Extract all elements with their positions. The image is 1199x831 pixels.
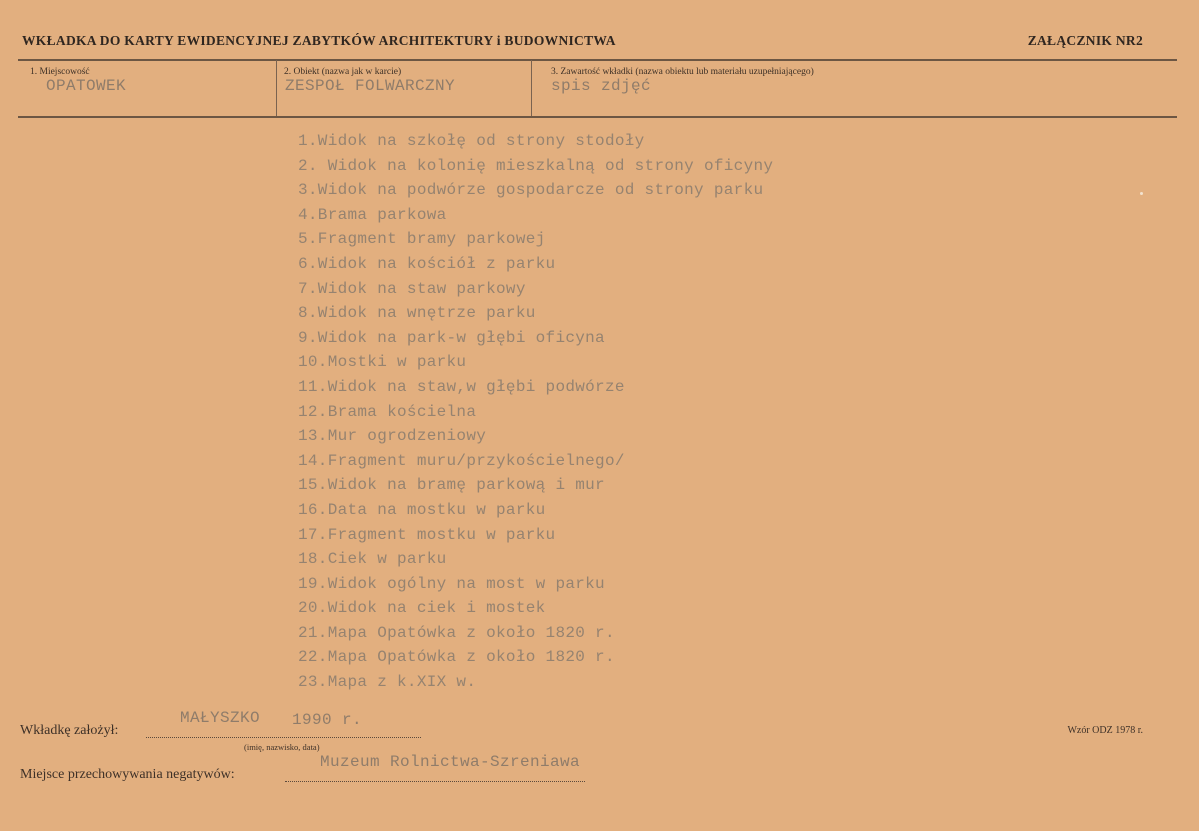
list-item: 21.Mapa Opatówka z około 1820 r. — [298, 623, 615, 642]
form-title: WKŁADKA DO KARTY EWIDENCYJNEJ ZABYTKÓW ARCHITEKTURY i BUDOWNICTWA — [22, 33, 616, 48]
list-item: 6.Widok na kościół z parku — [298, 254, 556, 273]
appendix-number: ZAŁĄCZNIK NR2 — [1027, 33, 1143, 48]
list-item: 12.Brama kościelna — [298, 402, 477, 421]
negatives-dotted-line — [285, 781, 585, 782]
form-code: Wzór ODZ 1978 r. — [1067, 725, 1143, 736]
founder-date: 1990 r. — [292, 711, 363, 729]
list-item: 15.Widok na bramę parkową i mur — [298, 476, 605, 495]
field-bottom-rule — [18, 116, 1177, 118]
list-item: 11.Widok na staw,w głębi podwórze — [298, 377, 625, 396]
list-item: 14.Fragment muru/przykościelnego/ — [298, 451, 625, 470]
list-item: 19.Widok ogólny na most w parku — [298, 574, 605, 593]
list-item: 20.Widok na ciek i mostek — [298, 599, 546, 618]
list-item: 3.Widok na podwórze gospodarcze od strony parku — [298, 181, 764, 200]
founder-dotted-line — [146, 737, 421, 738]
founder-caption: (imię, nazwisko, data) — [244, 742, 320, 752]
photo-list — [298, 129, 773, 695]
list-item: 4.Brama parkowa — [298, 205, 447, 224]
list-item: 22.Mapa Opatówka z około 1820 r. — [298, 648, 615, 667]
negatives-value: Muzeum Rolnictwa-Szreniawa — [320, 753, 581, 771]
field-divider — [276, 60, 277, 117]
negatives-label: Miejsce przechowywania negatywów: — [20, 767, 235, 782]
list-item: 23.Mapa z k.XIX w. — [298, 673, 477, 692]
list-item: 17.Fragment mostku w parku — [298, 525, 556, 544]
list-item: 16.Data na mostku w parku — [298, 500, 546, 519]
list-item: 7.Widok na staw parkowy — [298, 279, 526, 298]
list-item: 18.Ciek w parku — [298, 550, 447, 569]
contents-label: 3. Zawartość wkładki (nazwa obiektu lub materiału uzupełniającego) — [551, 67, 814, 77]
paper-speck — [1140, 192, 1143, 195]
list-item: 5.Fragment bramy parkowej — [298, 230, 546, 249]
founder-label: Wkładkę założył: — [20, 723, 119, 738]
list-item: 13.Mur ogrodzeniowy — [298, 427, 487, 446]
object-label: 2. Obiekt (nazwa jak w karcie) — [284, 67, 402, 77]
field-divider — [531, 60, 532, 117]
list-item: 8.Widok na wnętrze parku — [298, 304, 536, 323]
object-value: ZESPOŁ FOLWARCZNY — [285, 77, 456, 95]
contents-value: spis zdjęć — [551, 77, 652, 95]
list-item: 2. Widok na kolonię mieszkalną od strony oficyny — [298, 156, 774, 175]
locality-value: OPATOWEK — [46, 77, 127, 95]
top-rule — [18, 59, 1177, 61]
list-item: 1.Widok na szkołę od strony stodoły — [298, 132, 645, 150]
founder-name: MAŁYSZKO — [180, 709, 261, 727]
locality-label: 1. Miejscowość — [30, 67, 90, 77]
list-item: 9.Widok na park-w głębi oficyna — [298, 328, 605, 347]
list-item: 10.Mostki w parku — [298, 353, 467, 372]
